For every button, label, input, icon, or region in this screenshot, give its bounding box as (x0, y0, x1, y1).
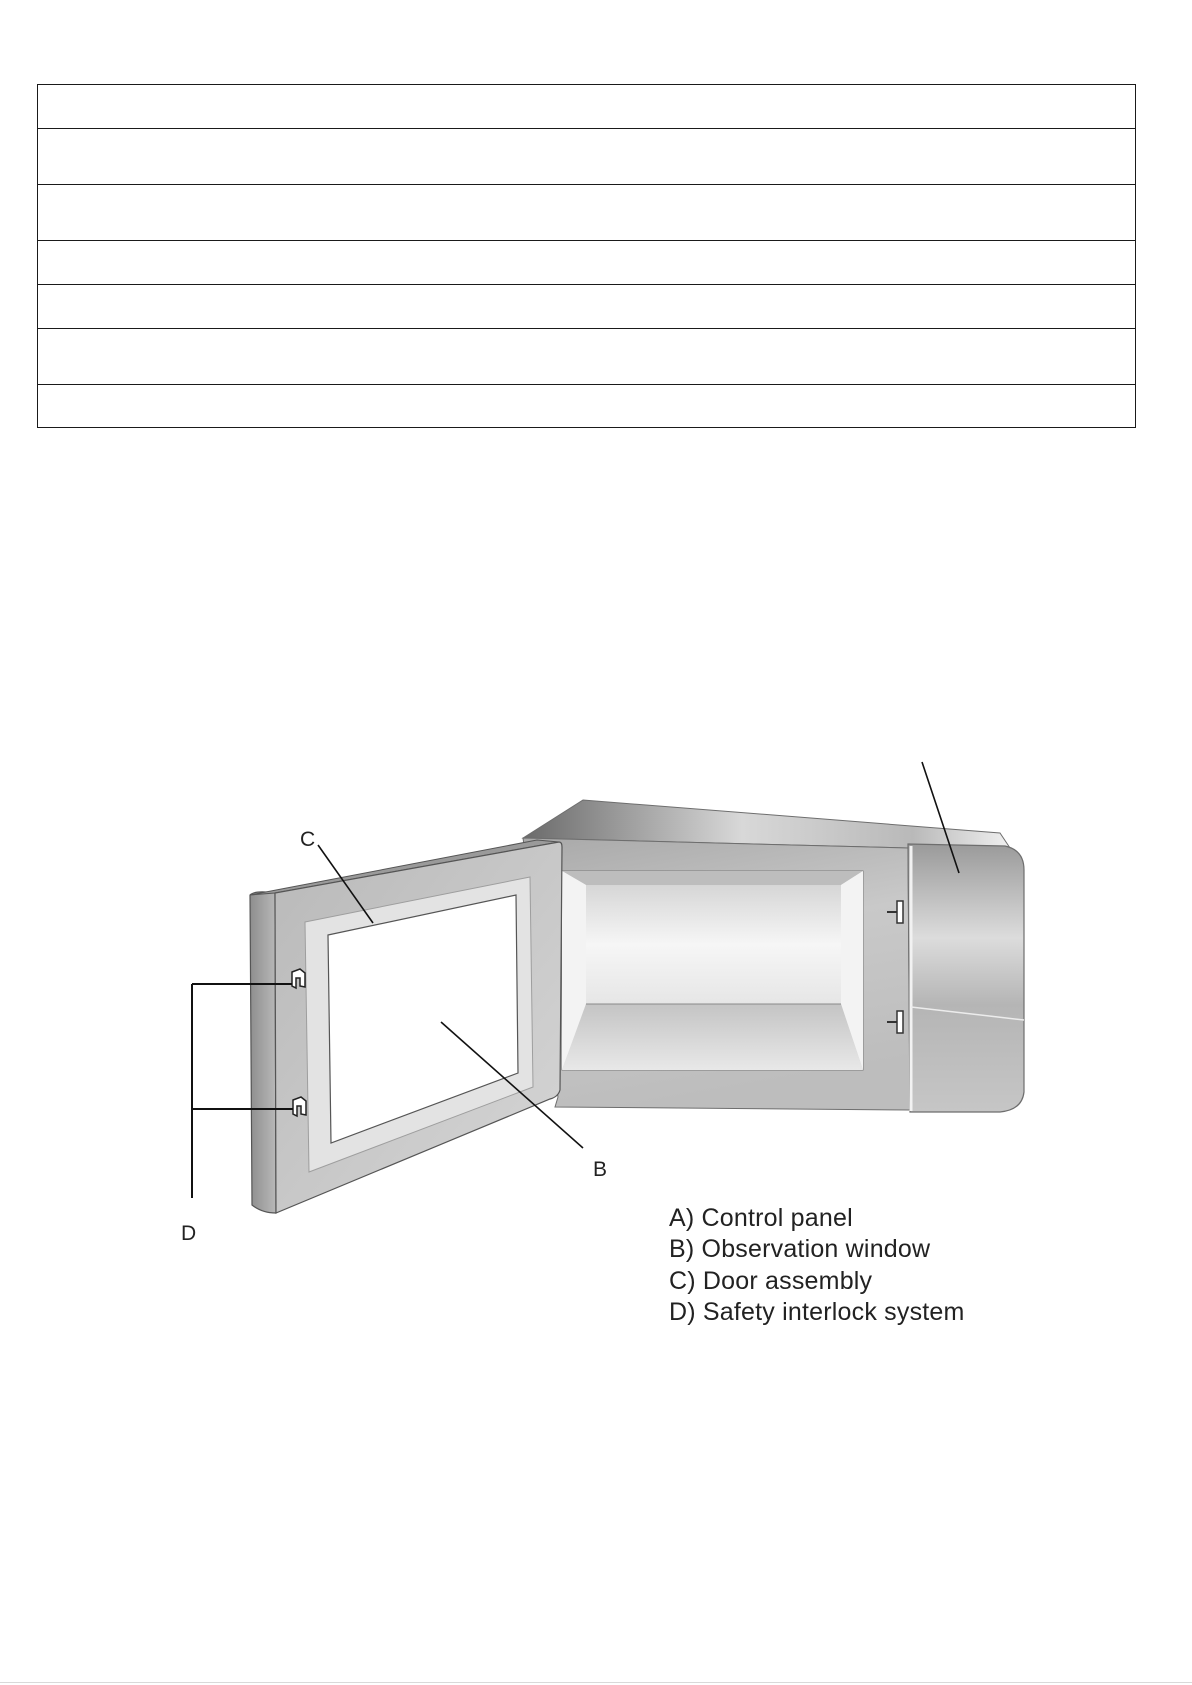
bottom-divider (0, 1682, 1192, 1683)
callout-b: B (593, 1158, 608, 1181)
legend-item: C) Door assembly (669, 1266, 873, 1295)
control-panel (908, 844, 1024, 1112)
legend-item: B) Observation window (669, 1235, 931, 1264)
door-assembly (250, 840, 562, 1213)
legend-item: D) Safety interlock system (669, 1297, 965, 1326)
parts-legend (669, 1203, 965, 1328)
cooking-cavity (562, 871, 863, 1070)
legend-item: A) Control panel (669, 1204, 853, 1232)
callout-c: C (300, 828, 316, 851)
callout-d: D (181, 1222, 197, 1245)
